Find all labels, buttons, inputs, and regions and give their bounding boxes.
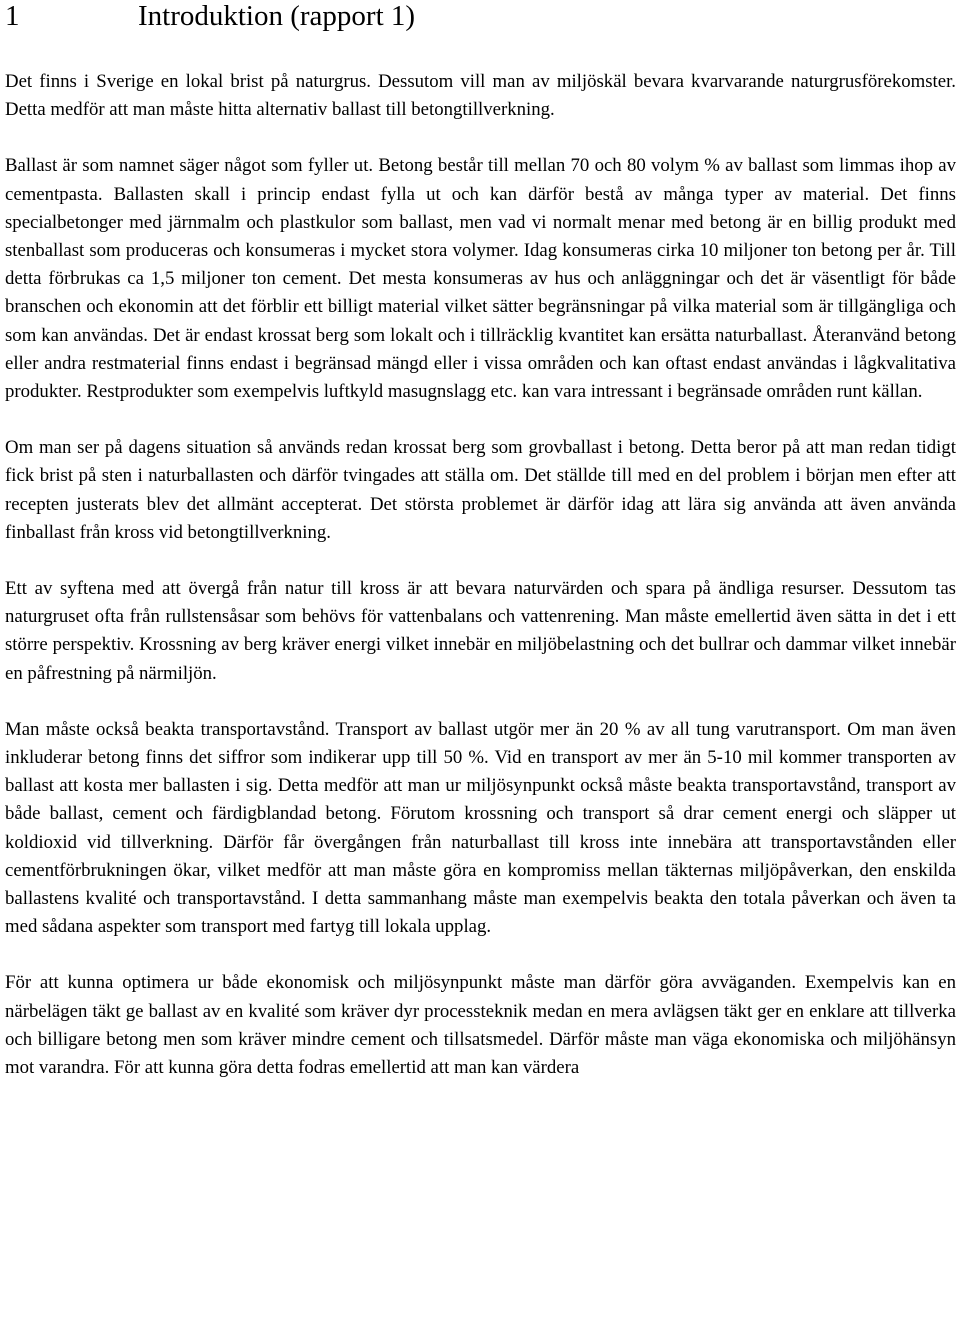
- section-number: 1: [5, 0, 20, 32]
- paragraph-4: Ett av syftena med att övergå från natur till kross är att bevara naturvärden och spara på ändliga resurser. Dessutom tas naturgruset ofta från rullstensåsar som behövs för vattenbalans och vattenrening. Man måste emellertid även sätta in det i ett större perspektiv. Krossning av berg kräver energi vilket innebär en miljöbelastning och det bullrar och dammar vilket innebär en påfrestning på närmiljön.: [5, 578, 956, 684]
- section-title: Introduktion (rapport 1): [138, 0, 416, 32]
- document-page: [5, 0, 956, 1110]
- paragraph-2: Ballast är som namnet säger något som fyller ut. Betong består till mellan 70 och 80 volym % av ballast som limmas ihop av cementpasta. Ballasten skall i princip endast fylla ut och kan därför bestå av många typer av material. Det finns specialbetonger med järnmalm och plastkulor som ballast, men vad vi normalt menar med betong är en billig produkt med stenballast som produceras och konsumeras i mycket stora volymer. Idag konsumeras cirka 10 miljoner ton betong per år. Till detta förbrukas ca 1,5 miljoner ton cement. Det mesta konsumeras av hus och anläggningar och det är väsentligt för både branschen och ekonomin att det förblir ett billigt material vilket sätter begränsningar på vilka material som är tillgängliga och som kan användas. Det är endast krossat berg som lokalt och i tillräcklig kvantitet kan ersätta naturballast. Återanvänd betong eller andra restmaterial finns endast i begränsad mängd eller i vissa områden och kan oftast endast användas i lågkvalitativa produkter. Restprodukter som exempelvis luftkyld masugnslagg etc. kan vara intressant i begränsade områden runt källan.: [5, 155, 956, 403]
- paragraph-1: Det finns i Sverige en lokal brist på naturgrus. Dessutom vill man av miljöskäl bevara kvarvarande naturgrusförekomster. Detta medför att man måste hitta alternativ ballast till betongtillverkning.: [5, 71, 956, 121]
- paragraph-3: Om man ser på dagens situation så används redan krossat berg som grovballast i betong. Detta beror på att man redan tidigt fick brist på sten i naturballasten och därför tvingades att ställa om. Det ställde till med en del problem i början men efter att recepten justerats blev det allmänt accepterat. Det största problemet är därför idag att lära sig använda att även använda finballast från kross vid betongtillverkning.: [5, 437, 956, 543]
- paragraph-6: För att kunna optimera ur både ekonomisk och miljösynpunkt måste man därför göra avväganden. Exempelvis kan en närbelägen täkt ge ballast av en kvalité som kräver dyr processteknik medan en mera avlägsen täkt ger en enklare att tillverka och billigare betong men som kräver mindre cement och tillsatsmedel. Därför måste man väga ekonomiska och miljöhänsyn mot varandra. För att kunna göra detta fodras emellertid att man kan värdera: [5, 972, 956, 1079]
- section-heading: [5, 0, 956, 60]
- paragraph-5: Man måste också beakta transportavstånd. Transport av ballast utgör mer än 20 % av all tung varutransport. Om man även inkluderar betong finns det siffror som indikerar upp till 50 %. Vid en transport av mer än 5-10 mil kommer transporten av ballast att kosta mer ballasten i sig. Detta medför att man ur miljösynpunkt också måste beakta transportavstånd, transport av både ballast, cement och färdigblandad betong. Förutom krossning och transport så drar cement energi och släpper ut koldioxid vid tillverkning. Därför får övergången från naturballast till kross inte innebära att transportavstånden eller cementförbrukningen ökar, vilket medför att man måste göra en kompromiss mellan täkternas miljöpåverkan, den enskilda ballastens kvalité och transportavstånd. I detta sammanhang måste man exempelvis beakta den totala påverkan och även ta med sådana aspekter som transport med fartyg till lokala upplag.: [5, 718, 956, 938]
